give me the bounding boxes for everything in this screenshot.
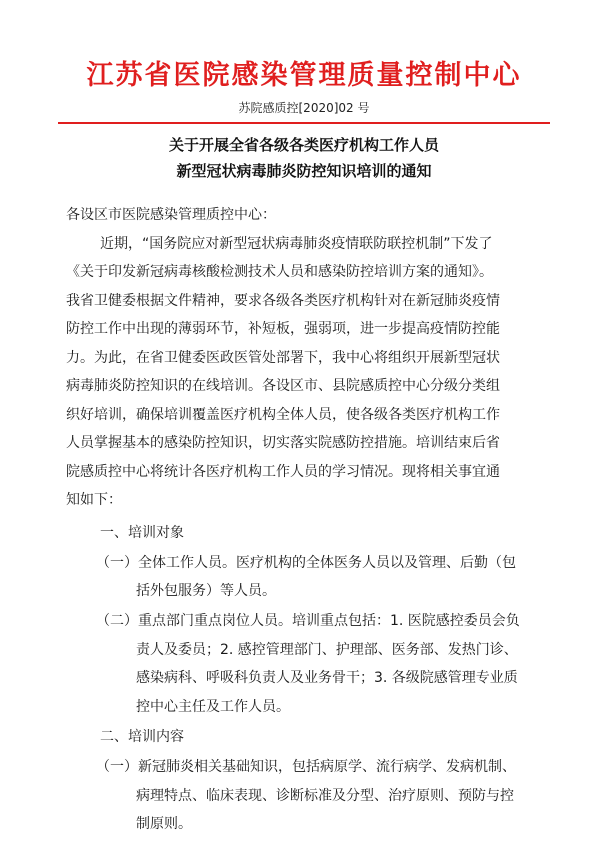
paragraph-line: 病毒肺炎防控知识的在线培训。各设区市、县院感质控中心分级分类组	[66, 378, 500, 394]
notice-title	[0, 132, 608, 184]
document-number: 苏院感质控[2020]02 号	[238, 101, 370, 115]
paragraph-line: 织好培训，确保培训覆盖医疗机构全体人员，使各级各类医疗机构工作	[66, 407, 500, 423]
paragraph-line: 防控工作中出现的薄弱环节，补短板，强弱项，进一步提高疫情防控能	[66, 321, 500, 337]
issuer-title: 江苏省医院感染管理质量控制中心	[86, 60, 522, 91]
section-heading: 一、培训对象	[100, 525, 184, 541]
paragraph-line: 知如下：	[66, 492, 122, 508]
notice-title-line-2: 新型冠状病毒肺炎防控知识培训的通知	[176, 162, 432, 180]
list-item-line: （一）新冠肺炎相关基础知识，包括病原学、流行病学、发病机制、	[96, 759, 516, 775]
list-item-line: 制原则。	[136, 816, 192, 832]
notice-title-line-1: 关于开展全省各级各类医疗机构工作人员	[168, 136, 439, 154]
paragraph-line: 人员掌握基本的感染防控知识，切实落实院感防控措施。培训结束后省	[66, 435, 500, 451]
list-item-line: （一）全体工作人员。医疗机构的全体医务人员以及管理、后勤（包	[96, 555, 516, 571]
paragraph-line: 力。为此，在省卫健委医政医管处部署下，我中心将组织开展新型冠状	[66, 350, 500, 366]
list-item-line: 病理特点、临床表现、诊断标准及分型、治疗原则、预防与控	[136, 788, 514, 804]
list-item-line: 感染病科、呼吸科负责人及业务骨干；3. 各级院感管理专业质	[136, 670, 518, 686]
paragraph-line: 院感质控中心将统计各医疗机构工作人员的学习情况。现将相关事宜通	[66, 464, 500, 480]
list-item-line: 责人及委员；2. 感控管理部门、护理部、医务部、发热门诊、	[136, 642, 518, 658]
red-divider-line	[58, 122, 550, 124]
salutation: 各设区市医院感染管理质控中心：	[66, 207, 276, 223]
paragraph-line: 我省卫健委根据文件精神，要求各级各类医疗机构针对在新冠肺炎疫情	[66, 293, 500, 309]
list-item-line: 控中心主任及工作人员。	[136, 699, 290, 715]
list-item-line: 括外包服务）等人员。	[136, 583, 276, 599]
list-item-line: （二）重点部门重点岗位人员。培训重点包括：1. 医院感控委员会负	[96, 613, 520, 629]
paragraph-line: 《关于印发新冠病毒核酸检测技术人员和感染防控培训方案的通知》。	[66, 264, 493, 280]
section-heading: 二、培训内容	[100, 729, 184, 745]
paragraph-line: 近期，“国务院应对新型冠状病毒肺炎疫情联防联控机制”下发了	[100, 236, 493, 252]
